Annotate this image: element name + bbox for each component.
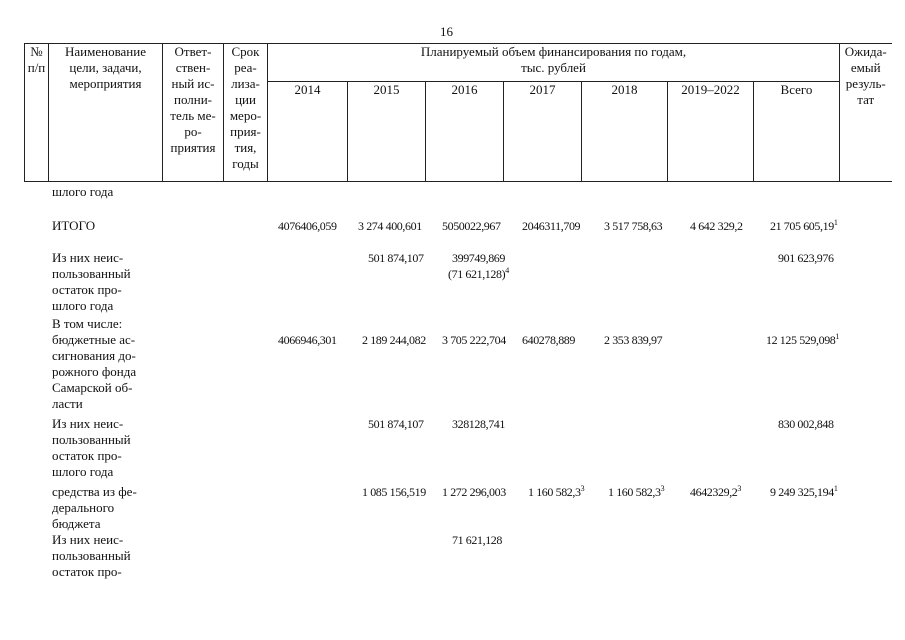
- row-road-fund-2017: 640278,889: [522, 333, 576, 347]
- row-unused3-label: Из них неис- пользованный остаток про-: [52, 532, 131, 579]
- row-total-label: ИТОГО: [52, 218, 96, 233]
- row-road-fund-total: 12 125 529,098$^1$: [766, 332, 840, 347]
- row-unused-2016: 399749,869: [452, 251, 506, 265]
- row-road-fund-2016: 3 705 222,704: [442, 333, 506, 347]
- header-col-number: № п/п: [25, 44, 49, 182]
- header-year-2018: 2018: [582, 82, 668, 182]
- row-road-fund-2014: 4066946,301: [278, 333, 337, 347]
- row-federal-2018: 1 160 582,3$^3$: [608, 484, 665, 499]
- row-federal-2016: 1 272 296,003: [442, 485, 506, 499]
- row-unused-2016-paren: (71 621,128)$^4$: [448, 266, 509, 281]
- header-col-funding: Планируемый объем финансирования по годам, тыс. рублей: [268, 44, 840, 82]
- header-year-2019-2022: 2019–2022: [668, 82, 754, 182]
- row-unused2-label: Из них неис- пользованный остаток про- шлого года: [52, 416, 131, 479]
- header-col-responsible: Ответ- ствен- ный ис- полни- тель ме- ро- приятия: [163, 44, 224, 182]
- row-unused-total: 901 623,976: [778, 251, 834, 265]
- header-col-result: Ожида- емый резуль- тат: [840, 44, 892, 182]
- header-year-2015: 2015: [348, 82, 426, 182]
- row-federal-2015: 1 085 156,519: [362, 485, 426, 499]
- row-federal-total: 9 249 325,194$^1$: [770, 484, 838, 499]
- row-total-all: 21 705 605,19$^1$: [770, 218, 838, 233]
- header-col-name: Наименование цели, задачи, мероприятия: [49, 44, 163, 182]
- row-total-2016: 5050022,967: [442, 219, 501, 233]
- row-unused2-total: 830 002,848: [778, 417, 834, 431]
- page-number: 16: [440, 24, 453, 39]
- row-federal-label: средства из фе- дерального бюджета: [52, 484, 137, 531]
- header-year-2014: 2014: [268, 82, 348, 182]
- row-road-fund-label: В том числе: бюджетные ас- сигнования до- рожного фонда Самарской об- ласти: [52, 316, 137, 411]
- row-unused3-2016: 71 621,128: [452, 533, 503, 547]
- row-unused-label: Из них неис- пользованный остаток про- шлого года: [52, 250, 131, 313]
- header-total: Всего: [754, 82, 840, 182]
- row-total-2014: 4076406,059: [278, 219, 337, 233]
- row-federal-2017: 1 160 582,3$^3$: [528, 484, 585, 499]
- row-unused2-2015: 501 874,107: [368, 417, 424, 431]
- carryover-text: шлого года: [52, 184, 114, 199]
- row-total-2019-2022: 4 642 329,2: [690, 219, 743, 233]
- row-federal-2019-2022: 4642329,2$^3$: [690, 484, 742, 499]
- row-total-2018: 3 517 758,63: [604, 219, 663, 233]
- header-year-2017: 2017: [504, 82, 582, 182]
- row-road-fund-2015: 2 189 244,082: [362, 333, 426, 347]
- row-total-2017: 2046311,709: [522, 219, 581, 233]
- row-total-2015: 3 274 400,601: [358, 219, 422, 233]
- row-unused-2015: 501 874,107: [368, 251, 424, 265]
- row-road-fund-2018: 2 353 839,97: [604, 333, 663, 347]
- header-col-term: Срок реа- лиза- ции меро- прия- тия, годы: [224, 44, 268, 182]
- row-unused2-2016: 328128,741: [452, 417, 506, 431]
- header-year-2016: 2016: [426, 82, 504, 182]
